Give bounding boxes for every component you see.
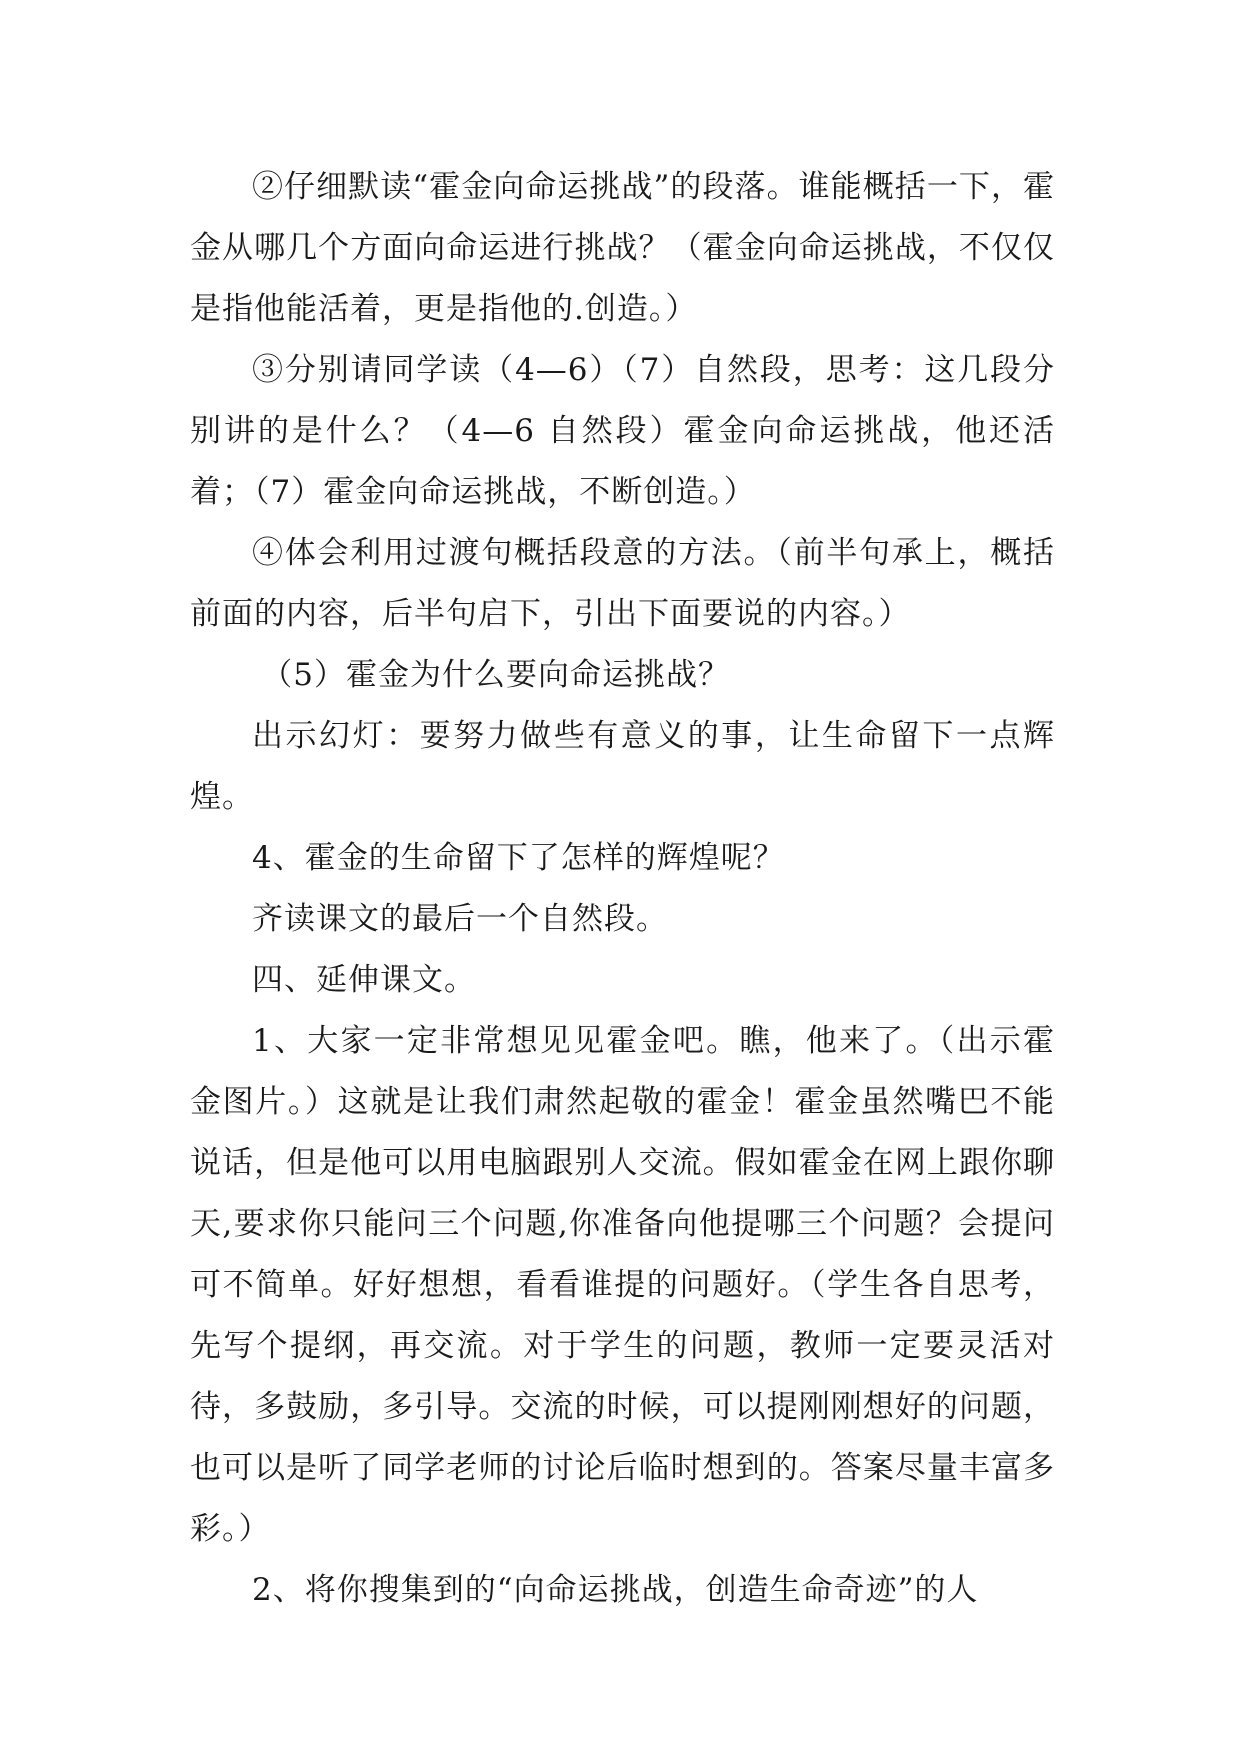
document-body bbox=[190, 157, 1055, 1621]
section-heading-extend: 四、延伸课文。 bbox=[252, 962, 476, 998]
paragraph-question-5: （5）霍金为什么要向命运挑战？ bbox=[261, 657, 731, 693]
paragraph-step-4: ④体会利用过渡句概括段意的方法。（前半句承上，概括前面的内容，后半句启下，引出下面要说的内容。） bbox=[190, 535, 1055, 632]
paragraph-read-aloud: 齐读课文的最后一个自然段。 bbox=[252, 901, 668, 937]
paragraph-extend-2: 2、将你搜集到的“向命运挑战，创造生命奇迹”的人 bbox=[252, 1572, 979, 1608]
paragraph-slide: 出示幻灯：要努力做些有意义的事，让生命留下一点辉煌。 bbox=[190, 718, 1055, 815]
paragraph-step-3: ③分别请同学读（4—6）（7）自然段，思考：这几段分别讲的是什么？（4—6 自然段）霍金向命运挑战，他还活着；（7）霍金向命运挑战，不断创造。） bbox=[190, 352, 1055, 510]
paragraph-step-2: ②仔细默读“霍金向命运挑战”的段落。谁能概括一下，霍金从哪几个方面向命运进行挑战？（霍金向命运挑战，不仅仅是指他能活着，更是指他的.创造。） bbox=[190, 169, 1055, 327]
paragraph-section-4: 4、霍金的生命留下了怎样的辉煌呢？ bbox=[252, 840, 785, 876]
paragraph-extend-1: 1、大家一定非常想见见霍金吧。瞧，他来了。（出示霍金图片。）这就是让我们肃然起敬的霍金！霍金虽然嘴巴不能说话，但是他可以用电脑跟别人交流。假如霍金在网上跟你聊天,要求你只能问三个问题,你准备向他提哪三个问题？会提问可不简单。好好想想，看看谁提的问题好。（学生各自思考，先写个提纲，再交流。对于学生的问题，教师一定要灵活对待，多鼓励，多引导。交流的时候，可以提刚刚想好的问题，也可以是听了同学老师的讨论后临时想到的。答案尽量丰富多彩。） bbox=[190, 1023, 1055, 1547]
